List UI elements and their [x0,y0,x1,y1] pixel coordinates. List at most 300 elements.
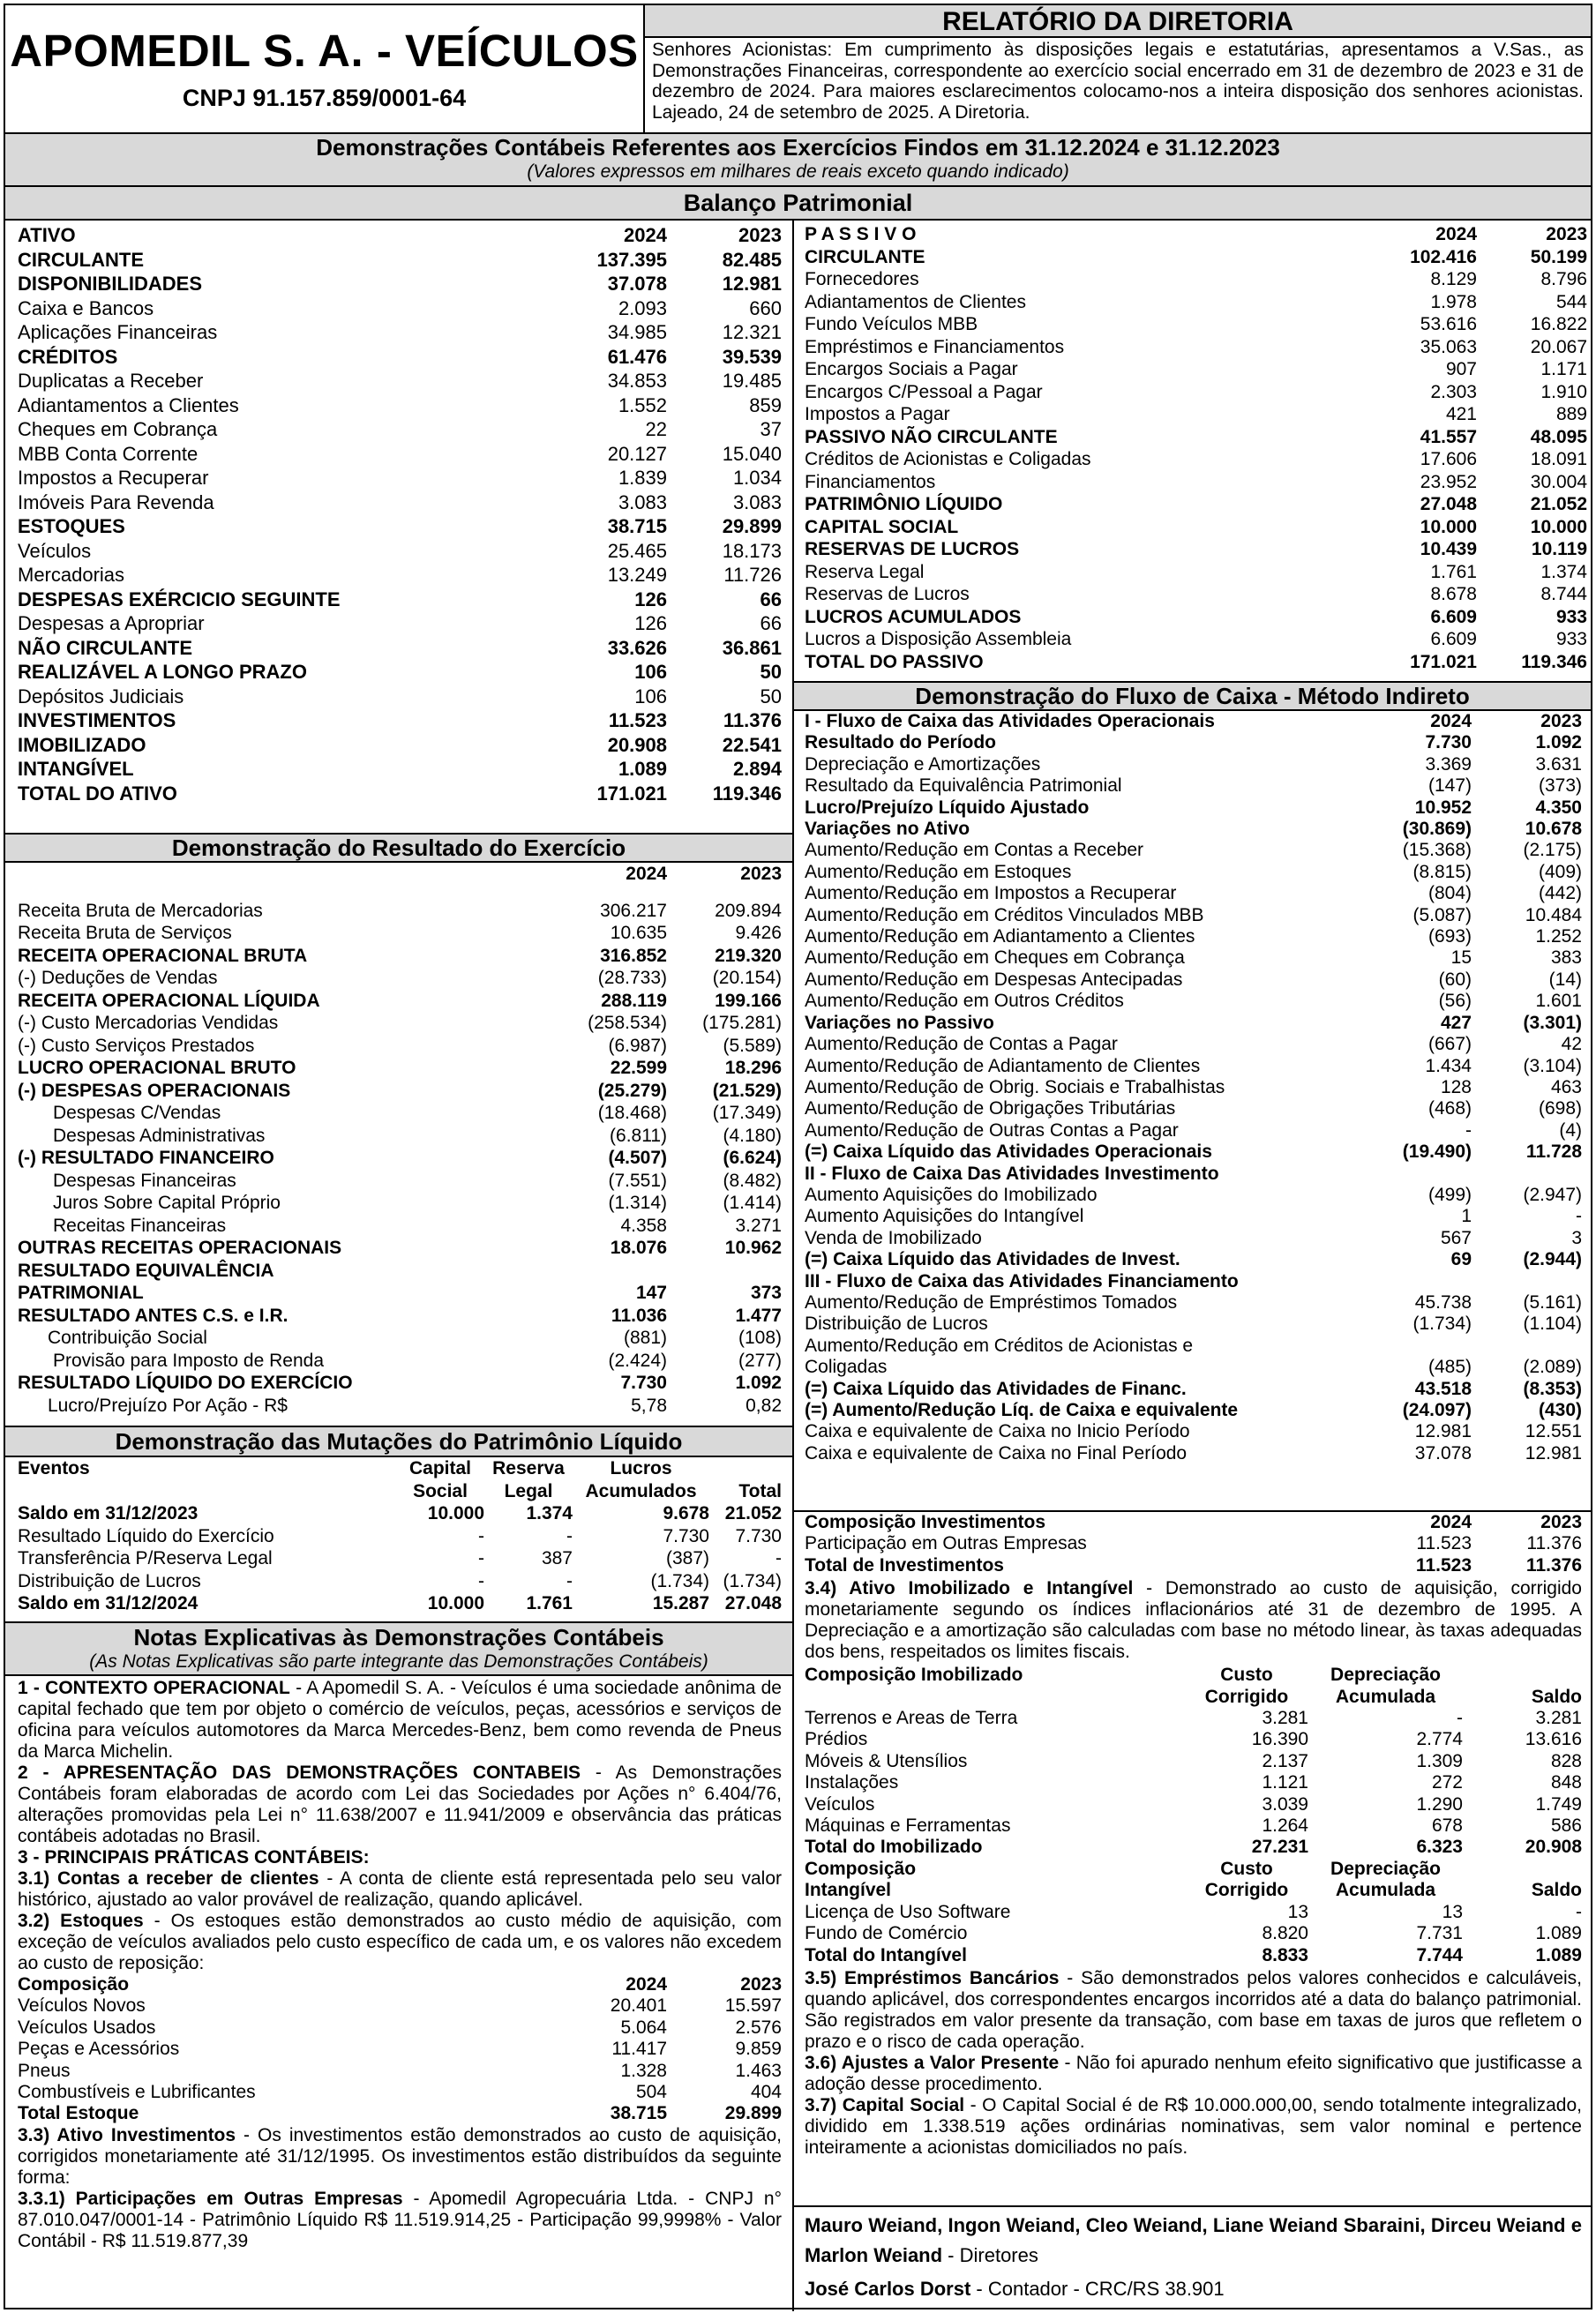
row-label: MBB Conta Corrente [18,442,199,465]
row-value: 16.390 [1251,1729,1308,1750]
row-value: 137.395 [596,248,667,271]
row-value: 20.908 [607,733,667,756]
table-row [18,490,782,515]
table-row [18,1395,782,1418]
row-value: 27.048 [1420,494,1477,514]
row-value: 6.609 [1430,629,1477,649]
row-label: Resultado do Período [805,732,997,753]
row-label: Impostos a Recuperar [18,467,209,489]
row-value: 907 [1445,359,1477,379]
row-label: Despesas Financeiras [53,1170,236,1191]
row-value: - [478,1570,484,1591]
table-row [805,268,1587,291]
row-label: Adiantamentos a Clientes [18,393,239,416]
row-value: 1.463 [735,2060,782,2081]
row-label: Lucro/Prejuízo Por Ação - R$ [48,1395,288,1416]
row-value: 22.599 [610,1058,667,1078]
accountant-name: José Carlos Dorst [805,2278,971,2300]
nota-2 [18,1763,782,1847]
row-value: 8.129 [1430,269,1477,289]
row-value: 544 [1555,291,1587,312]
row-value: (60) [1438,969,1472,990]
row-value: 7.731 [1416,1923,1463,1944]
row-value: 1.089 [618,758,667,780]
nota-3-4-head: 3.4) Ativo Imobilizado e Intangível [805,1578,1134,1599]
nota-3-3-text: - Os investimentos estão demonstrados ao custo de aquisição, corrigidos monetariamente até 31/12/1995. Os investimentos estão distribuídos da seguinte forma: [18,2124,782,2188]
row-value: 82.485 [722,248,782,271]
row-value: (1.314) [608,1193,667,1213]
nota-3-3-1-text: - Apomedil Agropecuária Ltda. - CNPJ n° 87.010.047/0001-14 - Patrimônio Líquido R$ 11.519.914,25 - Participação 99,9998% - Valor Contábil - R$ 11.519.877,39 [18,2188,783,2251]
row-label: Aumento/Redução em Cheques em Cobrança [805,947,1185,969]
row-value: 10.635 [610,923,667,943]
row-value: 10.952 [1414,797,1472,818]
row-label: Despesas Administrativas [53,1125,266,1146]
row-value: - [1465,1119,1472,1141]
row-value: 3 [1571,1227,1582,1248]
row-value: 427 [1440,1012,1472,1033]
table-row [805,1249,1582,1270]
row-value: 6.323 [1416,1837,1463,1858]
row-value: - [1576,1206,1582,1227]
notas-subtitle: (As Notas Explicativas são parte integrante das Demonstrações Contábeis) [89,1651,708,1672]
row-label: Juros Sobre Capital Próprio [53,1193,281,1213]
passivo-header-label: P A S S I V O [805,224,917,244]
row-value: 1 [1461,1206,1472,1227]
row-label: Veículos [805,1793,875,1815]
row-value: 933 [1555,629,1587,649]
table-row [805,1013,1582,1034]
table-row [18,1995,782,2017]
row-value: 0,82 [746,1395,782,1416]
row-value: 1.092 [1535,732,1582,753]
row-value: 35.063 [1420,336,1477,357]
row-value: (387) [665,1548,709,1568]
table-row [805,381,1587,404]
directors-report [645,5,1591,134]
row-value: 12.551 [1525,1421,1582,1442]
table-row [805,1555,1582,1576]
row-value: (258.534) [588,1013,667,1033]
row-value: (4.507) [608,1148,667,1168]
row-value: 11.036 [611,1305,667,1326]
table-row [18,967,782,990]
row-label: Aumento/Redução em Adiantamento a Clientes [805,926,1195,947]
row-value: 38.715 [607,515,667,537]
nota-3-3-head: 3.3) Ativo Investimentos [18,2124,236,2145]
row-value: (3.104) [1523,1055,1582,1076]
row-value: (881) [623,1328,667,1348]
row-label: PATRIMONIAL [18,1283,144,1303]
row-value: 10.439 [1420,539,1477,559]
row-label: Aumento/Redução em Créditos de Acionistas e [805,1335,1194,1356]
estoques-header-2024: 2024 [626,1974,667,1995]
fluxo-header-2023: 2023 [1540,711,1582,731]
column-header: Capital [408,1458,471,1478]
row-value: 6.609 [1430,606,1477,627]
statements-subtitle: (Valores expressos em milhares de reais exceto quando indicado) [527,161,1069,182]
row-label: Lucro/Prejuízo Líquido Ajustado [805,797,1090,818]
column-header: Composição Imobilizado [805,1665,1023,1686]
row-value: 171.021 [596,782,667,805]
row-value: 20.067 [1530,336,1587,357]
row-value [1352,1164,1472,1185]
row-label: Aumento/Redução em Outros Créditos [805,991,1124,1012]
row-value: (108) [738,1328,782,1348]
row-value: 41.557 [1420,426,1477,447]
company-cnpj: CNPJ 91.157.859/0001-64 [182,85,467,112]
row-label: Distribuição de Lucros [805,1314,988,1335]
row-value: (430) [1538,1400,1582,1420]
table-row [805,313,1587,336]
table-row [18,1147,782,1170]
row-label: Fornecedores [805,269,919,289]
row-value: 20.908 [1525,1837,1582,1858]
table-row [18,1080,782,1103]
row-label: Resultado Líquido do Exercício [18,1525,274,1546]
row-value [1472,1336,1582,1357]
column-header: Corrigido [1204,1686,1289,1707]
row-label: Cheques em Cobrança [18,418,218,440]
nota-3-4 [805,1578,1582,1663]
row-value: - [776,1548,782,1568]
table-row [805,1228,1582,1249]
table-row [18,1125,782,1148]
row-value: 20.401 [610,1995,667,2017]
row-value: 37.078 [1414,1442,1472,1463]
row-label: Reservas de Lucros [805,584,970,604]
table-row [18,393,782,418]
row-value: 2.576 [735,2017,782,2038]
table-row [18,733,782,758]
row-label: Aplicações Financeiras [18,321,218,343]
row-value: 66 [760,612,782,634]
statements-banner [5,134,1591,187]
column-header: Acumulados [585,1480,697,1501]
row-value: 21.052 [724,1503,782,1523]
row-value: 1.171 [1540,359,1587,379]
row-label: Aumento/Redução de Adiantamento de Clientes [805,1055,1201,1076]
table-row [805,1164,1582,1185]
table-row [18,782,782,806]
row-value: 48.095 [1530,426,1587,447]
row-value: 8.744 [1540,584,1587,604]
table-row [18,1305,782,1328]
row-value: 1.328 [620,2060,667,2081]
row-label: Peças e Acessórios [18,2039,180,2060]
table-row [805,471,1587,494]
nota-3-6-text: - Não foi apurado nenhum efeito significativo que justificasse a adoção desse procedimento. [805,2052,1582,2094]
row-value: 13 [1287,1901,1308,1922]
column-header [1463,1859,1582,1880]
row-value: 1.978 [1430,291,1477,312]
row-value: (18.468) [597,1103,667,1123]
row-label: Mercadorias [18,564,125,586]
row-value: 1.601 [1535,991,1582,1012]
directors-names: Mauro Weiand, Ingon Weiand, Cleo Weiand, Liane Weiand Sbaraini, Dirceu Weiand e Marlon Weiand [805,2214,1582,2266]
row-label: Coligadas [805,1357,888,1378]
row-value: 1.309 [1416,1750,1463,1771]
estoques-header-2023: 2023 [740,1974,782,1995]
row-value: 848 [1550,1772,1582,1793]
row-value [539,1260,667,1283]
row-value: 18.173 [722,539,782,562]
row-value: 15.597 [724,1995,782,2017]
table-row [18,1592,782,1615]
row-label: Variações no Passivo [805,1012,994,1033]
table-row [805,561,1587,584]
row-value: 45.738 [1414,1291,1472,1313]
row-value: 43.518 [1414,1378,1472,1399]
nota-3-1 [18,1868,782,1911]
dmpl-section [5,1426,792,1615]
row-label: Créditos de Acionistas e Coligadas [805,449,1091,469]
row-value: - [566,1525,573,1546]
table-row [18,1057,782,1080]
row-label: INTANGÍVEL [18,758,134,780]
row-value: 11.376 [1525,1554,1582,1576]
column-header: Total [738,1480,782,1501]
ativo-header-2024: 2024 [624,224,667,246]
row-value: 4.350 [1535,797,1582,818]
row-value: 3.039 [1262,1793,1308,1815]
table-row [805,336,1587,359]
row-label: Aumento Aquisições do Imobilizado [805,1184,1098,1205]
row-label: Licença de Uso Software [805,1901,1011,1922]
table-row [18,514,782,539]
table-row [18,1372,782,1395]
row-value: 33.626 [607,636,667,659]
table-row [805,926,1582,947]
row-value: 10.000 [427,1593,484,1613]
row-value: 9.678 [663,1503,709,1523]
row-value: 383 [1550,947,1582,969]
table-row [18,1035,782,1058]
row-value: (7.551) [608,1170,667,1191]
row-label: Saldo em 31/12/2024 [18,1593,199,1613]
table-row [805,1034,1582,1055]
row-value: 1.264 [1262,1815,1308,1837]
row-value: 23.952 [1420,471,1477,492]
dmpl-table [18,1457,782,1615]
row-value: - [1576,1901,1582,1922]
row-value: 12.981 [1414,1421,1472,1442]
row-label: RECEITA OPERACIONAL BRUTA [18,945,308,966]
nota-3-2-head: 3.2) Estoques [18,1911,144,1931]
row-value: 1.761 [526,1593,573,1613]
row-label: Fundo de Comércio [805,1923,968,1944]
row-label: Venda de Imobilizado [805,1227,982,1248]
row-value: 119.346 [1521,651,1587,672]
row-value: (499) [1427,1184,1472,1205]
column-header: Acumulada [1335,1686,1436,1707]
signature-accountant [805,2274,1582,2304]
row-label: DESPESAS EXÉRCICIO SEGUINTE [18,588,341,610]
table-row [18,1260,782,1283]
row-value: 8.820 [1262,1923,1308,1944]
row-label: Aumento/Redução em Despesas Antecipadas [805,969,1183,990]
table-row [805,246,1587,269]
notas-title: Notas Explicativas às Demonstrações Contábeis [133,1624,664,1651]
table-row [18,345,782,370]
row-value: 859 [749,393,782,416]
row-label: Saldo em 31/12/2023 [18,1503,199,1523]
row-value: 66 [760,588,782,610]
row-value: 29.899 [722,515,782,537]
row-label: CAPITAL SOCIAL [805,516,959,537]
publication-page [4,4,1592,2309]
row-label: RESULTADO ANTES C.S. e I.R. [18,1305,288,1326]
row-value: 8.796 [1540,269,1587,289]
row-label: Adiantamentos de Clientes [805,291,1026,312]
row-value: 17.606 [1420,449,1477,469]
row-value: 8.678 [1430,584,1477,604]
table-row [18,1525,782,1548]
column-header: Composição [805,1858,917,1879]
row-value: 27.231 [1251,1837,1308,1858]
table-row [805,1751,1582,1772]
row-value: 387 [541,1548,573,1568]
table-row [18,2039,782,2060]
row-value: 421 [1445,404,1477,424]
column-header [709,1457,782,1480]
row-label: Fundo Veículos MBB [805,314,978,334]
row-label: Depósitos Judiciais [18,685,184,707]
table-row [18,1170,782,1193]
nota-3-4-text: - Demonstrado ao custo de aquisição, corrigido monetariamente segundo os índices inflacionários até 31 de dezembro de 1995. A Depreciação e a amortização são calculadas com base no método linear, às taxas adequadas dos bens, respeitados os limites fiscais. [805,1578,1582,1663]
row-value: 106 [634,685,667,707]
row-value: 1.252 [1535,926,1582,947]
table-row [805,883,1582,904]
row-label: Caixa e equivalente de Caixa no Final Período [805,1442,1188,1463]
row-value: (56) [1438,991,1472,1012]
row-label: Transferência P/Reserva Legal [18,1548,273,1568]
row-value: 12.981 [1525,1442,1582,1463]
row-value: (2.175) [1523,840,1582,861]
header-row [18,1480,782,1503]
estoques-header-label: Composição [18,1974,130,1995]
row-value: (8.353) [1523,1378,1582,1399]
column-header: Acumulada [1335,1880,1436,1901]
notas-section [5,1621,792,2252]
row-label: Caixa e equivalente de Caixa no Inicio Período [805,1421,1190,1442]
table-row [805,1357,1582,1378]
table-row [805,516,1587,539]
passivo-section [805,223,1587,673]
table-row [805,797,1582,819]
dre-header-2024: 2024 [626,864,667,884]
row-value: 39.539 [722,345,782,368]
table-row [18,660,782,685]
nota-3-7-head: 3.7) Capital Social [805,2094,965,2115]
row-value: 5.064 [620,2017,667,2038]
row-value: 504 [635,2082,667,2103]
row-label: Aumento/Redução de Obrigações Tributárias [805,1098,1176,1119]
row-value [1352,1336,1472,1357]
table-row [805,628,1587,651]
row-value: (2.947) [1523,1184,1582,1205]
row-value: 22 [645,418,667,440]
row-value: 9.426 [735,923,782,943]
table-row [18,1327,782,1350]
row-value: 13.616 [1525,1729,1582,1750]
table-row [18,466,782,490]
table-row [18,2082,782,2103]
report-title: RELATÓRIO DA DIRETORIA [645,5,1591,38]
row-label: Total Estoque [18,2103,139,2124]
fluxo-title: Demonstração do Fluxo de Caixa - Método Indireto [794,681,1591,711]
row-label: Financiamentos [805,471,936,492]
row-value: 1.839 [618,467,667,489]
row-value: (2.424) [608,1350,667,1371]
table-row [805,775,1582,797]
passivo-table [805,223,1587,673]
header-row [18,1457,782,1480]
ativo-header-label: ATIVO [18,224,76,246]
row-value: (1.734) [1412,1314,1472,1335]
table-row [805,1400,1582,1421]
header-row [805,1665,1582,1686]
row-value: 1.749 [1535,1793,1582,1815]
ativo-table [18,223,782,805]
table-row [805,1421,1582,1442]
nota-3-7 [805,2095,1582,2159]
row-label: Variações no Ativo [805,819,970,840]
row-label: Imóveis Para Revenda [18,490,214,513]
row-value: 933 [1555,606,1587,627]
row-value: (5.087) [1412,904,1472,925]
row-value: 889 [1555,404,1587,424]
row-value: 36.861 [722,636,782,659]
row-label: TOTAL DO PASSIVO [805,651,984,672]
row-value: 8.833 [1262,1944,1308,1965]
nota-3-5-head: 3.5) Empréstimos Bancários [805,1967,1060,1988]
header-row [805,1880,1582,1901]
row-label: Encargos C/Pessoal a Pagar [805,381,1043,402]
row-value: 7.730 [620,1373,667,1393]
company-name: APOMEDIL S. A. - VEÍCULOS [10,26,639,76]
fluxo-header-2024: 2024 [1430,711,1472,731]
nota-3-1-head: 3.1) Contas a receber de clientes [18,1868,319,1889]
nota-3-1-text: - A conta de cliente está representada pelo seu valor histórico, ajustado ao valor provável de realização, quando aplicável. [18,1868,782,1910]
row-value: (19.490) [1402,1142,1472,1163]
nota-3-3-1 [18,2189,782,2252]
row-value [667,1260,782,1283]
row-label: RESERVAS DE LUCROS [805,539,1020,559]
table-row [805,1443,1582,1464]
row-value: (3.301) [1523,1012,1582,1033]
table-row [18,1215,782,1238]
row-value: (5.589) [723,1035,782,1056]
row-label: Caixa e Bancos [18,296,154,319]
row-label: (-) Custo Mercadorias Vendidas [18,1013,279,1033]
table-row [805,1206,1582,1227]
row-value: (6.624) [723,1148,782,1168]
row-label: INVESTIMENTOS [18,709,176,731]
row-value: 1.552 [618,393,667,416]
row-value: 11.417 [611,2039,667,2060]
table-row [805,1837,1582,1858]
row-value: 119.346 [712,782,782,805]
row-value: 18.076 [610,1238,667,1258]
table-row [18,369,782,393]
row-label: (-) RESULTADO FINANCEIRO [18,1148,274,1168]
row-label: Total de Investimentos [805,1554,1004,1576]
table-row [18,757,782,782]
row-value: 29.899 [724,2103,782,2124]
row-label: CIRCULANTE [18,248,144,271]
row-value: 404 [750,2082,782,2103]
row-label: (-) Custo Serviços Prestados [18,1035,255,1056]
